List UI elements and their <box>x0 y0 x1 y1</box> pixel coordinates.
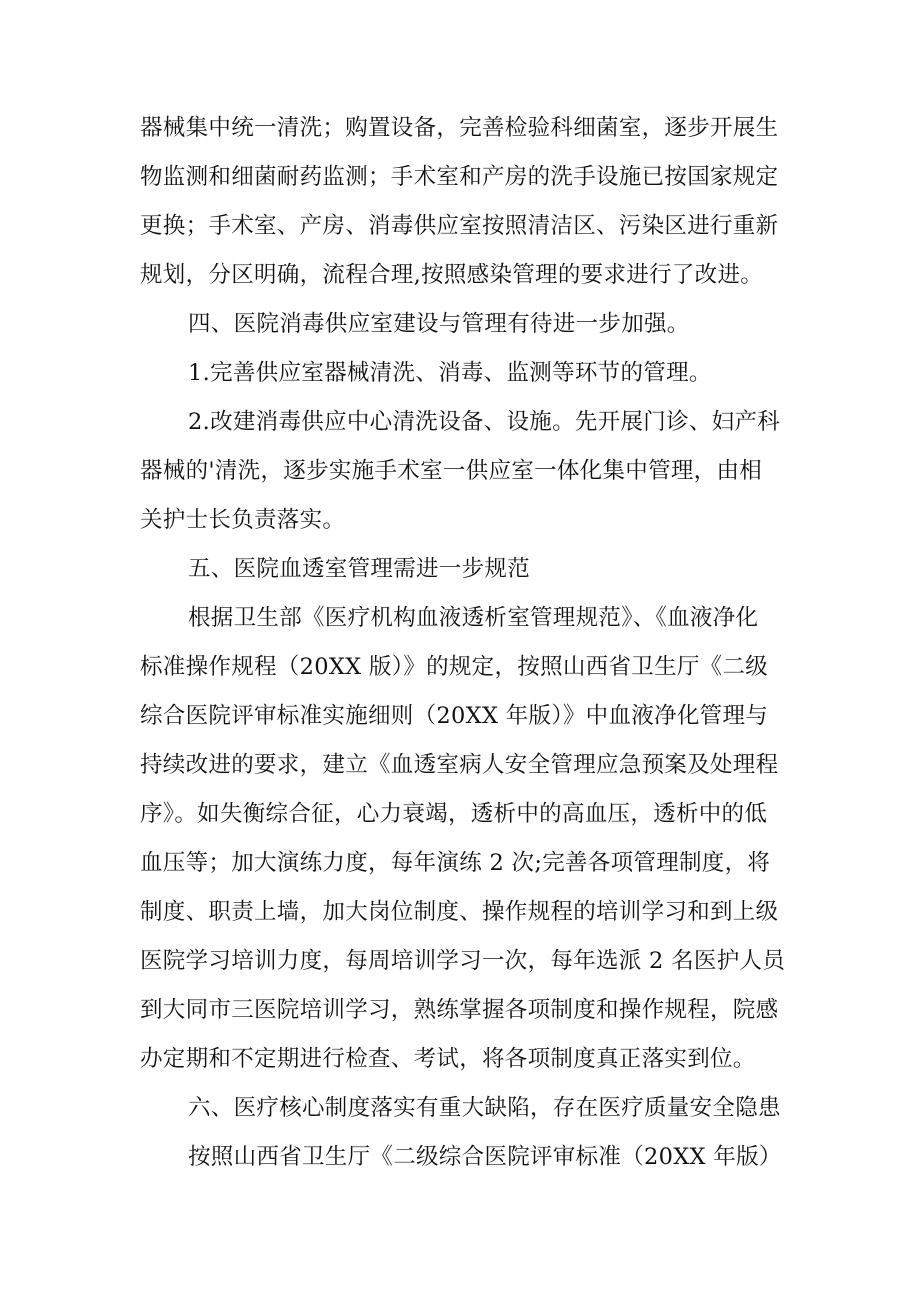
body-text-line: 制度、职责上墙，加大岗位制度、操作规程的培训学习和到上级 <box>140 899 779 925</box>
paragraph-start: 根据卫生部《医疗机构血液透析室管理规范》、《血液净化 <box>188 605 759 631</box>
list-item: 1.完善供应室器械清洗、消毒、监测等环节的管理。 <box>188 360 712 386</box>
body-text-line: 到大同市三医院培训学习，熟练掌握各项制度和操作规程，院感 <box>140 997 779 1023</box>
section-heading: 五、医院血透室管理需进一步规范 <box>188 556 531 582</box>
body-text-line: 器械的'清洗，逐步实施手术室一供应室一体化集中管理，由相 <box>140 458 763 484</box>
body-text-line: 办定期和不定期进行检查、考试，将各项制度真正落实到位。 <box>140 1046 756 1072</box>
body-text-line: 序》。如失衡综合征，心力衰竭，透析中的高血压，透析中的低 <box>140 801 768 827</box>
body-text-line: 更换；手术室、产房、消毒供应室按照清洁区、污染区进行重新 <box>140 213 779 239</box>
paragraph-start: 按照山西省卫生厅《二级综合医院评审标准（20XX 年版） <box>188 1144 782 1170</box>
section-heading: 四、医院消毒供应室建设与管理有待进一步加强。 <box>188 311 690 337</box>
list-item: 2.改建消毒供应中心清洗设备、设施。先开展门诊、妇产科 <box>188 409 781 435</box>
body-text-line: 关护士长负责落实。 <box>140 507 346 533</box>
section-heading: 六、医疗核心制度落实有重大缺陷，存在医疗质量安全隐患 <box>188 1095 781 1121</box>
body-text-line: 血压等；加大演练力度，每年演练 2 次;完善各项管理制度，将 <box>140 850 771 876</box>
body-text-line: 综合医院评审标准实施细则（20XX 年版）》中血液净化管理与 <box>140 703 769 729</box>
body-text-line: 规划，分区明确，流程合理,按照感染管理的要求进行了改进。 <box>140 262 764 288</box>
body-text-line: 医院学习培训力度，每周培训学习一次，每年选派 2 名医护人员 <box>140 948 786 974</box>
body-text-line: 标准操作规程（20XX 版）》的规定，按照山西省卫生厅《二级 <box>140 654 769 680</box>
body-text-line: 物监测和细菌耐药监测；手术室和产房的洗手设施已按国家规定 <box>140 164 779 190</box>
body-text-line: 持续改进的要求，建立《血透室病人安全管理应急预案及处理程 <box>140 752 779 778</box>
body-text-line: 器械集中统一清洗；购置设备，完善检验科细菌室，逐步开展生 <box>140 115 779 141</box>
